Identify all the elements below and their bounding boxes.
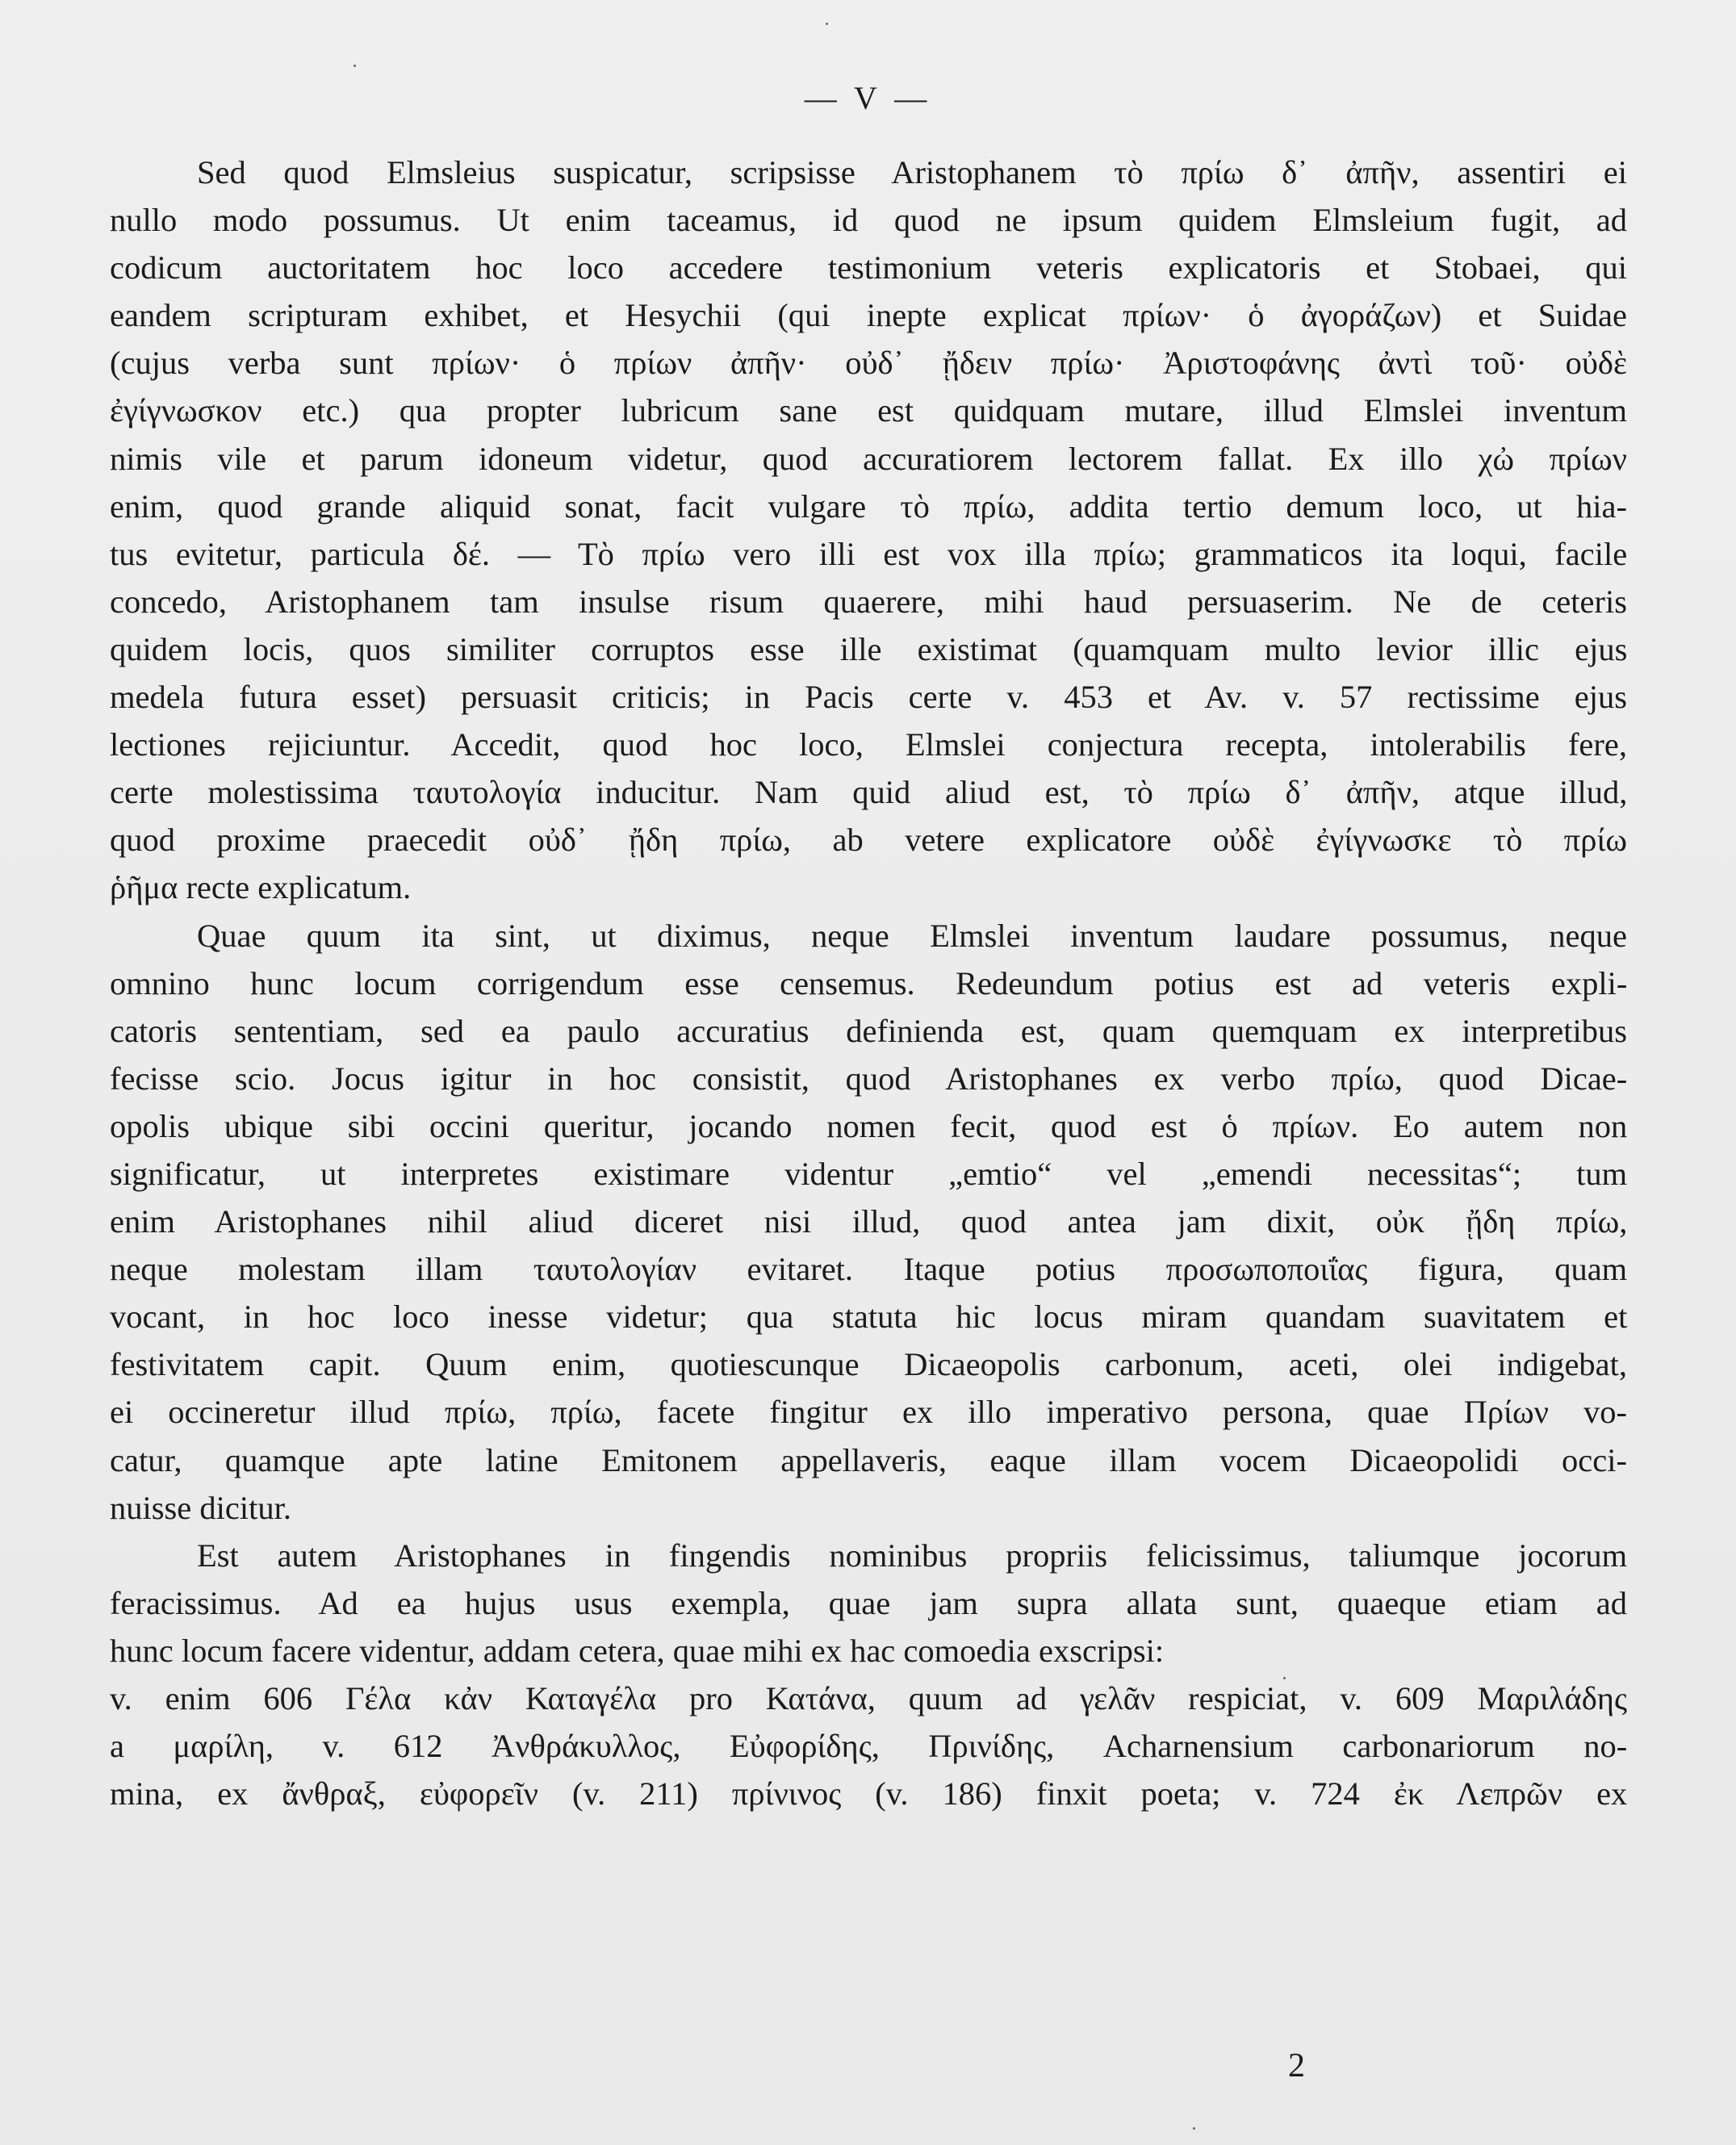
text-line: nuisse dicitur. — [110, 1489, 291, 1526]
text-line: Sed quod Elmsleius suspicatur, scripsisse Aristophanem τὸ πρίω δ᾽ ἀπῆν, assentiri ei — [197, 154, 1627, 190]
text-line: codicum auctoritatem hoc loco accedere testimonium veteris explicatoris et Stobaei, qui — [110, 249, 1627, 286]
text-line: nullo modo possumus. Ut enim taceamus, id quod ne ipsum quidem Elmsleium fugit, ad — [110, 202, 1627, 239]
text-line: eandem scripturam exhibet, et Hesychii (qui inepte explicat πρίων· ὁ ἀγοράζων) et Suidae — [110, 297, 1627, 334]
text-line: feracissimus. Ad ea hujus usus exempla, quae jam supra allata sunt, quaeque etiam ad — [110, 1584, 1627, 1621]
scan-speck — [1283, 1677, 1286, 1679]
text-line: ῥῆμα recte explicatum. — [110, 869, 412, 906]
scan-speck — [353, 65, 356, 67]
text-line: v. enim 606 Γέλα κἀν Καταγέλα pro Κατάνα, quum ad γελᾶν respiciat, v. 609 Μαριλάδης — [110, 1680, 1627, 1716]
text-line: enim Aristophanes nihil aliud diceret nisi illud, quod antea jam dixit, οὐκ ᾔδη πρίω, — [110, 1203, 1628, 1240]
scan-speck — [826, 23, 828, 25]
text-line: ei occineretur illud πρίω, πρίω, facete fingitur ex illo imperativo persona, quae Πρίων vo- — [110, 1394, 1627, 1431]
text-line: enim, quod grande aliquid sonat, facit vulgare τὸ πρίω, addita tertio demum loco, ut hia- — [110, 487, 1627, 525]
text-line: omnino hunc locum corrigendum esse censemus. Redeundum potius est ad veteris expli- — [110, 964, 1628, 1001]
text-line: mina, ex ἄνθραξ, εὐφορεῖν (v. 211) πρίνινος (v. 186) finxit poeta; v. 724 ἐκ Λεπρῶν ex — [110, 1775, 1628, 1813]
text-line: quidem locis, quos similiter corruptos esse ille existimat (quamquam multo levior illic ejus — [110, 630, 1628, 667]
text-line: ἐγίγνωσκον etc.) qua propter lubricum sane est quidquam mutare, illud Elmslei inventum — [110, 392, 1627, 429]
text-line: fecisse scio. Jocus igitur in hoc consistit, quod Aristophanes ex verbo πρίω, quod Dicae- — [110, 1060, 1628, 1097]
text-line: catoris sententiam, sed ea paulo accuratius definienda est, quam quemquam ex interpretibus — [110, 1012, 1627, 1049]
page-number-header: — V — — [804, 80, 932, 116]
scan-speck — [1193, 2127, 1195, 2130]
text-line: catur, quamque apte latine Emitonem appellaveris, eaque illam vocem Dicaeopolidi occi- — [110, 1441, 1627, 1478]
text-line: Est autem Aristophanes in fingendis nominibus propriis felicissimus, taliumque jocorum — [197, 1537, 1628, 1574]
text-line: tus evitetur, particula δέ. — Τὸ πρίω vero illi est vox illa πρίω; grammaticos ita loqui, facile — [110, 535, 1628, 572]
text-line: hunc locum facere videntur, addam cetera, quae mihi ex hac comoedia exscripsi: — [110, 1632, 1165, 1669]
text-line: a μαρίλη, v. 612 Ἀνθράκυλλος, Εὐφορίδης, Πρινίδης, Acharnensium carbonariorum no- — [110, 1728, 1628, 1765]
text-line: opolis ubique sibi occini queritur, jocando nomen fecit, quod est ὁ πρίων. Eo autem non — [110, 1107, 1628, 1144]
text-line: vocant, in hoc loco inesse videtur; qua statuta hic locus miram quandam suavitatem et — [110, 1298, 1628, 1336]
signature-mark: 2 — [1288, 2047, 1305, 2084]
text-line: festivitatem capit. Quum enim, quotiescunque Dicaeopolis carbonum, aceti, olei indigebat, — [110, 1346, 1628, 1383]
text-line: medela futura esset) persuasit criticis; in Pacis certe v. 453 et Av. v. 57 rectissime ejus — [110, 679, 1627, 716]
text-line: concedo, Aristophanem tam insulse risum quaerere, mihi haud persuaserim. Ne de ceteris — [110, 583, 1627, 620]
text-line: quod proxime praecedit οὐδ᾽ ᾔδη πρίω, ab vetere explicatore οὐδὲ ἐγίγνωσκε τὸ πρίω — [110, 822, 1628, 859]
text-line: certe molestissima ταυτολογία inducitur. Nam quid aliud est, τὸ πρίω δ᾽ ἀπῆν, atque illud, — [110, 774, 1628, 811]
text-line: neque molestam illam ταυτολογίαν evitaret. Itaque potius προσωποποιΐας figura, quam — [110, 1251, 1628, 1288]
text-line: nimis vile et parum idoneum videtur, quod accuratiorem lectorem fallat. Ex illo χὠ πρίων — [110, 440, 1627, 477]
text-line: Quae quum ita sint, ut diximus, neque Elmslei inventum laudare possumus, neque — [197, 917, 1627, 954]
text-line: lectiones rejiciuntur. Accedit, quod hoc loco, Elmslei conjectura recepta, intolerabilis fere, — [110, 726, 1627, 763]
body-text — [110, 148, 1627, 1817]
text-line: significatur, ut interpretes existimare videntur „emtio“ vel „emendi necessitas“; tum — [110, 1155, 1628, 1192]
text-line: (cujus verba sunt πρίων· ὁ πρίων ἀπῆν· οὐδ᾽ ᾔδειν πρίω· Ἀριστοφάνης ἀντὶ τοῦ· οὐδὲ — [110, 345, 1627, 382]
